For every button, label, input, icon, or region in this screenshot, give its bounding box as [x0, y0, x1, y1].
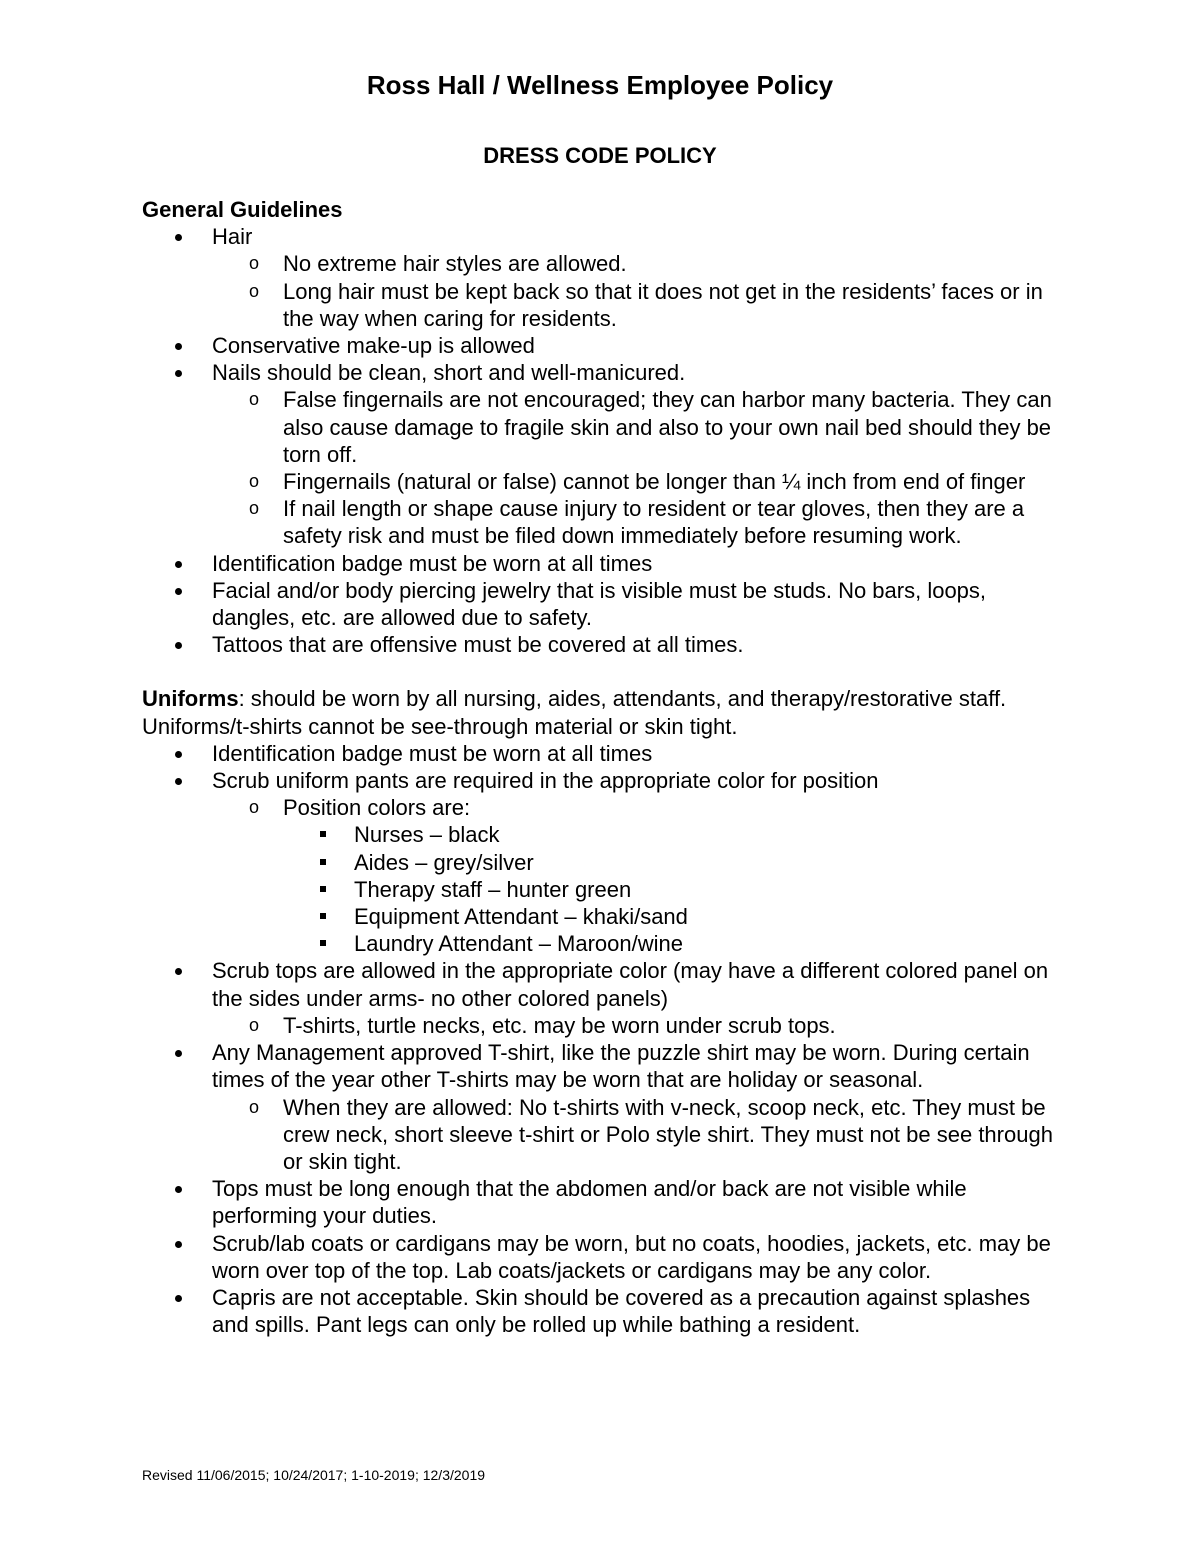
sub-bullet-icon: o: [249, 389, 260, 410]
uniforms-intro-text: : should be worn by all nursing, aides, attendants, and therapy/restorative staff. Uniforms/t-shirts cannot be see-through material or skin tight.: [142, 686, 1007, 739]
uniforms-list: [142, 740, 1072, 1338]
list-item: [283, 849, 1072, 876]
list-item: [142, 332, 1072, 359]
uniform-badge-item: Identification badge must be worn at all times: [212, 740, 653, 766]
position-color: Equipment Attendant – khaki/sand: [354, 904, 688, 930]
general-guidelines-list: [142, 223, 1072, 658]
sub-bullet-icon: o: [249, 1014, 260, 1035]
list-item: [283, 903, 1072, 930]
uniforms-intro: [142, 685, 1072, 739]
tops-length-item: Tops must be long enough that the abdomen and/or back are not visible while performing your duties.: [212, 1176, 967, 1229]
bullet-icon: [175, 370, 182, 377]
list-item: [212, 495, 1072, 549]
badge-item: Identification badge must be worn at all times: [212, 550, 653, 576]
nails-rule: False fingernails are not encouraged; they can harbor many bacteria. They can also cause damage to fragile skin and also to your own nail bed should they be torn off.: [283, 387, 1052, 467]
bullet-icon: [175, 588, 182, 595]
square-bullet-icon: [320, 940, 326, 946]
document-title: Ross Hall / Wellness Employee Policy: [366, 70, 834, 100]
list-item: [142, 631, 1072, 658]
nails-sublist: [212, 386, 1072, 549]
list-item: [142, 767, 1072, 957]
list-item: [283, 821, 1072, 848]
policy-title: DRESS CODE POLICY: [483, 143, 717, 168]
tshirt-item: Any Management approved T-shirt, like the puzzle shirt may be worn. During certain times of the year other T-shirts may be worn that are holiday or seasonal.: [212, 1040, 1030, 1093]
revision-footer: Revised 11/06/2015; 10/24/2017; 1-10-2019; 12/3/2019: [142, 1467, 486, 1483]
section-spacer: [142, 658, 1072, 685]
position-color: Nurses – black: [354, 822, 500, 848]
bullet-icon: [175, 1295, 182, 1302]
capris-item: Capris are not acceptable. Skin should be covered as a precaution against splashes and spills. Pant legs can only be rolled up while bathing a resident.: [212, 1284, 1031, 1338]
list-item: [142, 359, 1072, 549]
list-item: [142, 550, 1072, 577]
coats-item: Scrub/lab coats or cardigans may be worn, but no coats, hoodies, jackets, etc. may be worn over top of the top. Lab coats/jackets or cardigans may be any color.: [212, 1230, 1051, 1283]
sub-bullet-icon: o: [249, 253, 260, 274]
square-bullet-icon: [320, 859, 326, 865]
pants-sublist: [212, 794, 1072, 957]
bullet-icon: [175, 642, 182, 649]
list-item: [142, 223, 1072, 332]
scrub-tops-item: Scrub tops are allowed in the appropriate color (may have a different colored panel on the sides under arms- no other colored panels): [212, 958, 1049, 1011]
bullet-icon: [175, 968, 182, 975]
list-item: [212, 386, 1072, 468]
sub-bullet-icon: o: [249, 1096, 260, 1117]
tattoos-item: Tattoos that are offensive must be covered at all times.: [212, 632, 744, 658]
sub-bullet-icon: o: [249, 797, 260, 818]
list-item: [212, 1012, 1072, 1039]
hair-sublist: [212, 250, 1072, 332]
position-color: Therapy staff – hunter green: [354, 876, 632, 902]
list-item: [142, 1230, 1072, 1284]
bullet-icon: [175, 343, 182, 350]
hair-rule: Long hair must be kept back so that it does not get in the residents’ faces or in the way when caring for residents.: [283, 278, 1043, 331]
hair-rule: No extreme hair styles are allowed.: [283, 251, 627, 277]
list-item: [283, 876, 1072, 903]
sub-bullet-icon: o: [249, 471, 260, 492]
bullet-icon: [175, 751, 182, 758]
position-colors-label: Position colors are:: [283, 795, 471, 821]
list-item: [212, 468, 1072, 495]
bullet-icon: [175, 1241, 182, 1248]
position-color: Aides – grey/silver: [354, 849, 534, 875]
sub-bullet-icon: o: [249, 280, 260, 301]
bullet-icon: [175, 1050, 182, 1057]
list-item: [142, 740, 1072, 767]
nails-rule: Fingernails (natural or false) cannot be longer than ¼ inch from end of finger: [283, 469, 1026, 495]
list-item: [212, 278, 1072, 332]
position-color: Laundry Attendant – Maroon/wine: [354, 931, 684, 957]
list-item: [142, 1175, 1072, 1229]
list-item: [212, 794, 1072, 957]
bullet-icon: [175, 1186, 182, 1193]
scrub-tops-rule: T-shirts, turtle necks, etc. may be worn under scrub tops.: [283, 1012, 836, 1038]
square-bullet-icon: [320, 831, 326, 837]
list-item: [283, 930, 1072, 957]
list-item: [142, 1039, 1072, 1175]
list-item: [142, 577, 1072, 631]
tshirt-rule: When they are allowed: No t-shirts with v-neck, scoop neck, etc. They must be crew neck, short sleeve t-shirt or Polo style shirt. They must not be see through or skin tight.: [283, 1094, 1053, 1174]
policy-content: [142, 196, 1072, 1338]
tshirt-sublist: [212, 1094, 1072, 1176]
nails-rule: If nail length or shape cause injury to resident or tear gloves, then they are a safety risk and must be filed down immediately before resuming work.: [283, 496, 1025, 549]
hair-item: Hair: [212, 224, 253, 250]
square-bullet-icon: [320, 886, 326, 892]
makeup-item: Conservative make-up is allowed: [212, 333, 535, 359]
scrub-tops-sublist: [212, 1012, 1072, 1039]
bullet-icon: [175, 561, 182, 568]
list-item: [142, 1284, 1072, 1338]
pants-item: Scrub uniform pants are required in the appropriate color for position: [212, 768, 879, 794]
square-bullet-icon: [320, 913, 326, 919]
piercing-item: Facial and/or body piercing jewelry that is visible must be studs. No bars, loops, dangles, etc. are allowed due to safety.: [212, 577, 987, 631]
bullet-icon: [175, 234, 182, 241]
position-colors-list: [283, 821, 1072, 957]
list-item: [212, 250, 1072, 277]
nails-item: Nails should be clean, short and well-manicured.: [212, 360, 686, 386]
sub-bullet-icon: o: [249, 498, 260, 519]
general-guidelines-heading: General Guidelines: [142, 197, 343, 222]
list-item: [142, 957, 1072, 1039]
bullet-icon: [175, 778, 182, 785]
uniforms-heading: Uniforms: [142, 686, 239, 712]
list-item: [212, 1094, 1072, 1176]
